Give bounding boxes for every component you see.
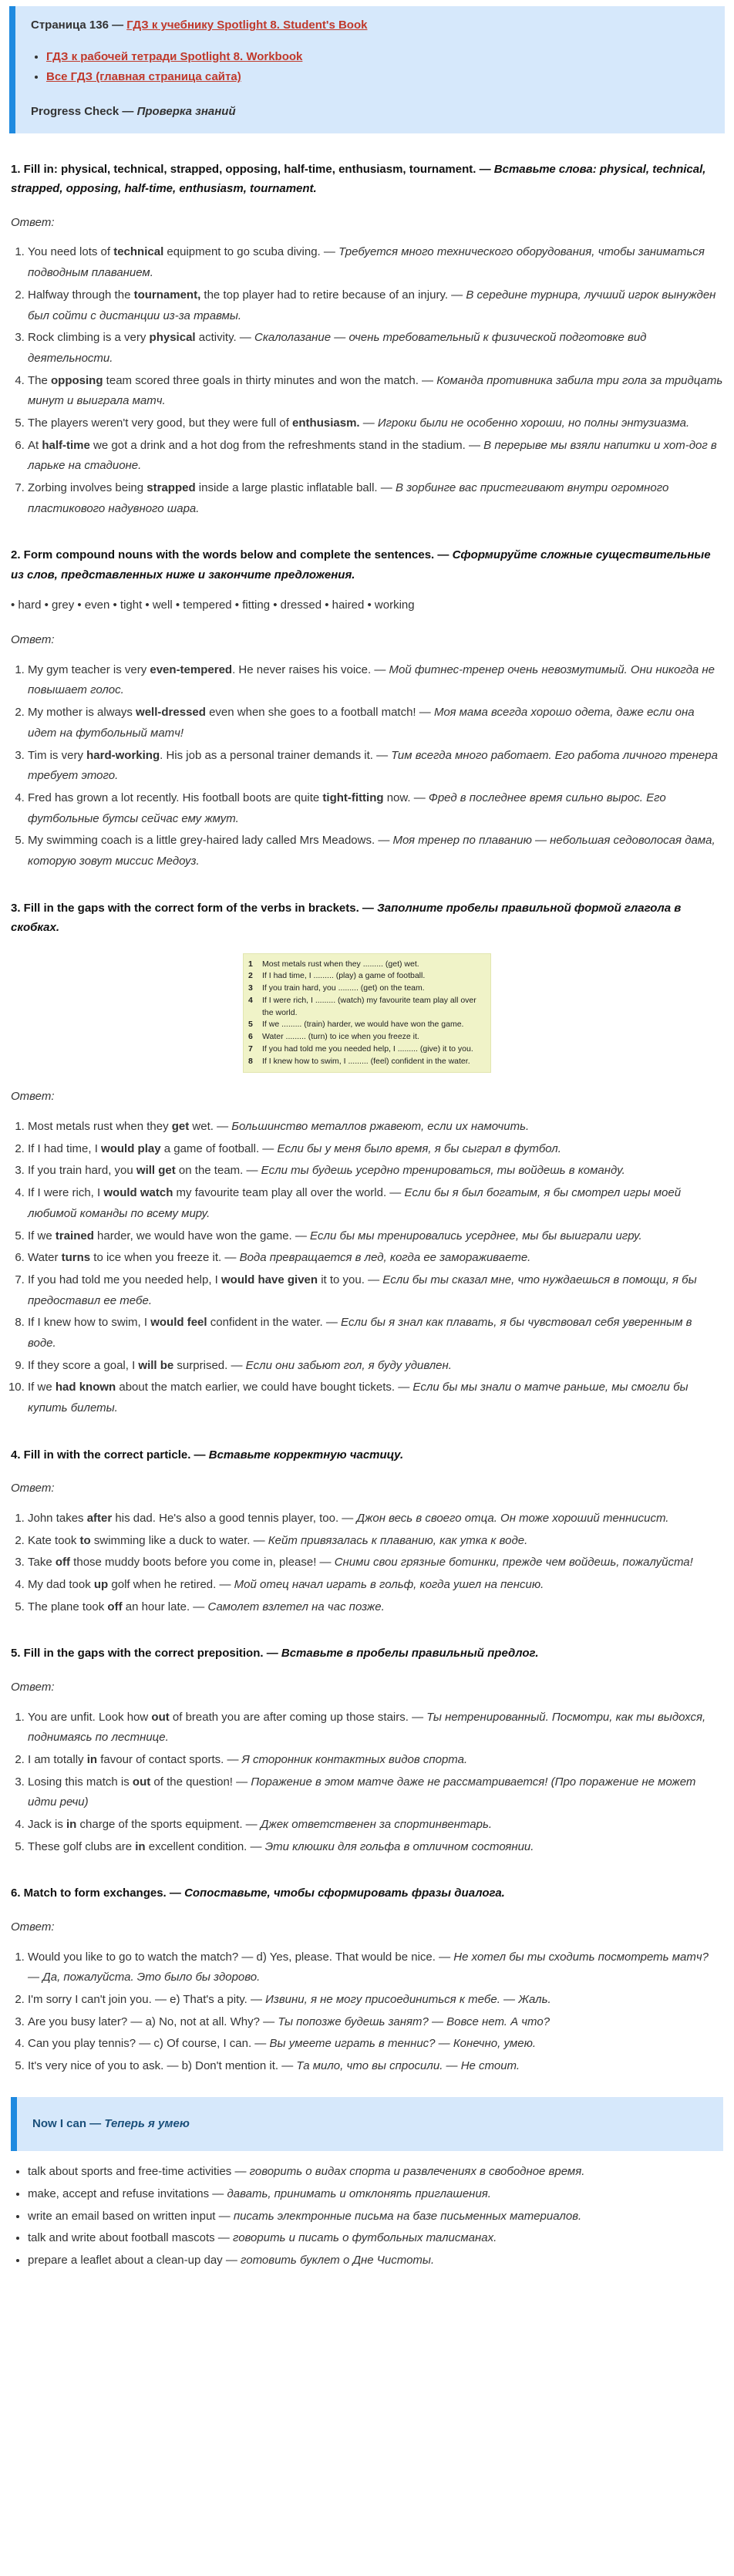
answer-translation: Джон весь в своего отца. Он тоже хороший теннисист.	[356, 1511, 669, 1525]
answer-text: Would you like to go to watch the match? — d) Yes, please. That would be nice. —	[28, 1950, 454, 1964]
exercise-3-title	[11, 899, 723, 938]
answer-text: Losing this match is	[28, 1775, 133, 1789]
title-en: 4. Fill in with the correct particle. —	[11, 1448, 209, 1462]
answer-keyword: get	[171, 1120, 190, 1134]
answer-text: If I knew how to swim, I	[28, 1316, 151, 1330]
list-item	[28, 413, 723, 434]
answer-text: charge of the sports equipment. —	[76, 1817, 261, 1831]
answer-text: of breath you are after coming up those stairs. —	[169, 1710, 427, 1724]
list-item	[28, 1772, 723, 1813]
answer-translation: Вы умеете играть в теннис? — Конечно, умею.	[269, 2037, 537, 2051]
exercise-3-answers	[11, 1117, 723, 1419]
line-text: If you train hard, you ......... (get) on the team.	[262, 983, 425, 993]
title-en: 2. Form compound nouns with the words below and complete the sentences. —	[11, 548, 453, 562]
answer-translation: Моя тренер по плаванию — небольшая седоволосая дама, которую зовут миссис Медоуз.	[28, 834, 715, 868]
answer-translation: В середине турнира, лучший игрок вынужден был сойти с дистанции из-за травмы.	[28, 288, 716, 322]
answer-keyword: trained	[55, 1229, 94, 1242]
answer-text: swimming like a duck to water. —	[90, 1533, 268, 1547]
title-ru: Заполните пробелы правильной формой глагола в скобках.	[11, 901, 682, 935]
answer-text: If you train hard, you	[28, 1164, 136, 1178]
title-ru: Вставьте в пробелы правильный предлог.	[281, 1647, 539, 1661]
skill-en: talk about sports and free-time activities —	[28, 2165, 250, 2179]
answer-translation: Игроки были не особенно хороши, но полны энтузиазма.	[377, 416, 690, 430]
answer-translation: В зорбинге вас пристегивают внутри огромного пластикового надувного шара.	[28, 481, 669, 515]
answer-text: The	[28, 373, 52, 387]
exercise-5-title	[11, 1644, 723, 1664]
answer-label: Ответ:	[11, 1482, 55, 1495]
answer-translation: Я сторонник контактных видов спорта.	[241, 1752, 468, 1766]
answer-keyword: half-time	[42, 438, 90, 452]
answer-text: Take	[28, 1556, 56, 1570]
skill-ru: готовить буклет о Дне Чистоты.	[241, 2254, 435, 2267]
answer-keyword: off	[107, 1600, 123, 1613]
answer-keyword: in	[135, 1839, 146, 1853]
now-i-can-box	[11, 2097, 723, 2152]
workbook-link[interactable]: ГДЗ к рабочей тетради Spotlight 8. Workbook	[46, 49, 303, 63]
answer-text: team scored three goals in thirty minutes and won the match. —	[103, 373, 437, 387]
list-item	[28, 1837, 723, 1858]
answer-translation: Большинство металлов ржавеют, если их намочить.	[231, 1120, 530, 1134]
list-item	[46, 67, 711, 88]
answer-translation: Мой фитнес-тренер очень невозмутимый. Они никогда не повышает голос.	[28, 663, 715, 697]
answer-text: . His job as a personal trainer demands it. —	[160, 748, 392, 762]
word-bank: • hard • grey • even • tight • well • tempered • fitting • dressed • haired • working	[11, 598, 415, 612]
answer-translation: Кейт привязалась к плаванию, как утка к воде.	[268, 1533, 528, 1547]
line-text: If you had told me you needed help, I ......... (give) it to you.	[262, 1044, 473, 1054]
list-item	[28, 1270, 723, 1311]
line-number: 1	[248, 959, 253, 969]
answer-translation: Поражение в этом матче даже не рассматривается! (Про поражение не может идти речи)	[28, 1775, 696, 1809]
skill-en: talk and write about football mascots —	[28, 2231, 233, 2245]
exercise-image-line	[248, 983, 486, 995]
answer-text: favour of contact sports. —	[97, 1752, 242, 1766]
exercise-4-answers	[11, 1509, 723, 1617]
answer-text: wet. —	[189, 1120, 232, 1134]
answer-keyword: will get	[136, 1164, 176, 1178]
line-text: If we ......... (train) harder, we would have won the game.	[262, 1020, 464, 1030]
skill-ru: говорить о видах спорта и развлечениях в свободное время.	[249, 2165, 585, 2179]
list-item	[28, 242, 723, 283]
answer-translation: Если бы я был богатым, я бы смотрел игры моей любимой команды по всему миру.	[28, 1186, 682, 1220]
answer-text: now. —	[383, 791, 429, 804]
answer-text: even when she goes to a football match! —	[205, 706, 434, 720]
exercise-2-title	[11, 545, 723, 585]
exercise-1-title	[11, 160, 723, 199]
list-item	[28, 2056, 723, 2077]
answer-keyword: enthusiasm.	[292, 416, 360, 430]
page-prefix: Страница 136 —	[31, 19, 127, 32]
answer-translation: Ты попозже будешь занят? — Вовсе нет. А что?	[278, 2015, 550, 2028]
answer-translation: Тим всегда много работает. Его работа личного тренера требует этого.	[28, 748, 718, 783]
answer-text: my favourite team play all over the world. —	[173, 1186, 405, 1200]
section-title-en: Progress Check —	[31, 105, 137, 119]
list-item	[28, 1597, 723, 1618]
skill-en: prepare a leaflet about a clean-up day —	[28, 2254, 241, 2267]
title-ru: Вставьте слова: physical, technical, strapped, opposing, half-time, enthusiasm, tournament.	[11, 162, 706, 196]
answer-keyword: to	[79, 1533, 91, 1547]
list-item	[28, 1248, 723, 1269]
skill-en: make, accept and refuse invitations —	[28, 2187, 227, 2200]
title-ru: Сформируйте сложные существительные из слов, представленных ниже и закончите предложения.	[11, 548, 711, 582]
list-item	[28, 1377, 723, 1418]
answer-text: I'm sorry I can't join you. — e) That's a pity. —	[28, 1992, 266, 2006]
exercise-image-line	[248, 959, 486, 971]
list-item	[28, 1947, 723, 1988]
exercise-image-line	[248, 1031, 486, 1044]
answer-text: These golf clubs are	[28, 1839, 136, 1853]
answer-text: about the match earlier, we could have bought tickets. —	[116, 1381, 413, 1394]
answer-keyword: even-tempered	[150, 663, 233, 676]
answer-keyword: hard-working	[86, 748, 160, 762]
line-text: Water ......... (turn) to ice when you freeze it.	[262, 1032, 419, 1042]
title-en: 6. Match to form exchanges. —	[11, 1886, 185, 1900]
answer-text: Rock climbing is a very	[28, 331, 150, 345]
answer-text: equipment to go scuba diving. —	[163, 245, 339, 259]
list-item	[28, 285, 723, 326]
answer-translation: Не хотел бы ты сходить посмотреть матч? — Да, пожалуйста. Это было бы здорово.	[28, 1950, 709, 1984]
line-number: 4	[248, 995, 253, 1005]
skill-ru: говорить и писать о футбольных талисманах.	[232, 2231, 497, 2245]
list-item	[28, 478, 723, 519]
list-item	[28, 2251, 723, 2271]
exercise-image-line	[248, 995, 486, 1020]
answer-translation: Если бы я знал как плавать, я бы чувствовал себя уверенным в воде.	[28, 1316, 692, 1350]
answer-text: we got a drink and a hot dog from the refreshments stand in the stadium. —	[89, 438, 484, 452]
answer-text: Zorbing involves being	[28, 481, 147, 494]
title-en: 3. Fill in the gaps with the correct form of the verbs in brackets. —	[11, 901, 378, 915]
answer-text: If we	[28, 1229, 56, 1242]
answer-label: Ответ:	[11, 633, 55, 647]
page-heading	[31, 15, 711, 36]
answer-keyword: well-dressed	[136, 706, 206, 720]
related-links	[31, 47, 711, 88]
answer-text: My gym teacher is very	[28, 663, 150, 676]
exercise-6-title	[11, 1883, 723, 1903]
title-ru: Вставьте корректную частицу.	[208, 1448, 404, 1462]
answer-keyword: will be	[138, 1358, 174, 1372]
line-text: If I knew how to swim, I ......... (feel) confident in the water.	[262, 1056, 470, 1066]
answer-keyword: would play	[101, 1141, 161, 1155]
list-item	[28, 1575, 723, 1596]
skill-en: write an email based on written input —	[28, 2209, 234, 2223]
answer-translation: Команда противника забила три гола за тридцать минут и выиграла матч.	[28, 373, 723, 408]
list-item	[46, 47, 711, 68]
exercise-2-answers	[11, 660, 723, 872]
answer-keyword: would have given	[221, 1273, 318, 1286]
list-item	[28, 1313, 723, 1354]
student-book-link[interactable]: ГДЗ к учебнику Spotlight 8. Student's Book	[126, 19, 368, 32]
answer-text: Tim is very	[28, 748, 87, 762]
answer-keyword: had known	[55, 1381, 116, 1394]
answer-text: Jack is	[28, 1817, 67, 1831]
answer-keyword: strapped	[146, 481, 196, 494]
answer-text: Fred has grown a lot recently. His football boots are quite	[28, 791, 323, 804]
answer-translation: В перерыве мы взяли напитки и хот-дог в ларьке на стадионе.	[28, 438, 717, 473]
exercise-4-title	[11, 1445, 723, 1465]
list-item	[28, 2184, 723, 2205]
section-title	[31, 102, 711, 123]
answer-keyword: in	[66, 1817, 77, 1831]
answer-text: I am totally	[28, 1752, 87, 1766]
all-gdz-link[interactable]: Все ГДЗ (главная страница сайта)	[46, 70, 241, 84]
answer-text: his dad. He's also a good tennis player, too. —	[112, 1511, 357, 1525]
answer-keyword: in	[86, 1752, 98, 1766]
now-i-can-list	[11, 2162, 723, 2271]
list-item	[28, 1750, 723, 1771]
exercise-1-answers	[11, 242, 723, 519]
answer-translation: Самолет взлетел на час позже.	[207, 1600, 385, 1613]
answer-keyword: after	[86, 1511, 113, 1525]
list-item	[28, 2012, 723, 2033]
line-number: 5	[248, 1020, 253, 1030]
answer-text: You are unfit. Look how	[28, 1710, 152, 1724]
list-item	[28, 788, 723, 829]
list-item	[28, 703, 723, 743]
answer-translation: Та мило, что вы спросили. — Не стоит.	[296, 2058, 520, 2072]
list-item	[28, 1161, 723, 1182]
answer-translation: Сними свои грязные ботинки, прежде чем войдешь, пожалуйста!	[334, 1556, 693, 1570]
answer-text: Are you busy later? — a) No, not at all. Why? —	[28, 2015, 278, 2028]
answer-text: those muddy boots before you come in, please! —	[70, 1556, 335, 1570]
answer-text: It's very nice of you to ask. — b) Don't mention it. —	[28, 2058, 297, 2072]
list-item	[28, 2034, 723, 2055]
answer-text: inside a large plastic inflatable ball. —	[195, 481, 396, 494]
answer-keyword: out	[132, 1775, 151, 1789]
answer-keyword: off	[55, 1556, 71, 1570]
answer-text: of the question! —	[150, 1775, 251, 1789]
line-number: 3	[248, 983, 253, 993]
list-item	[28, 1815, 723, 1836]
answer-translation: Если бы мы тренировались усерднее, мы бы выиграли игру.	[310, 1229, 642, 1242]
list-item	[28, 1531, 723, 1552]
answer-text: Water	[28, 1251, 62, 1265]
list-item	[28, 2207, 723, 2227]
answer-translation: Ты нетренированный. Посмотри, как ты выдохся, поднимаясь по лестнице.	[28, 1710, 706, 1745]
list-item	[28, 1708, 723, 1748]
answer-text: Can you play tennis? — c) Of course, I can. —	[28, 2037, 270, 2051]
list-item	[28, 1183, 723, 1224]
list-item	[28, 328, 723, 369]
answer-keyword: out	[151, 1710, 170, 1724]
answer-text: the top player had to retire because of an injury. —	[200, 288, 466, 302]
line-text: If I were rich, I ......... (watch) my favourite team play all over the world.	[262, 995, 476, 1017]
answer-label: Ответ:	[11, 215, 55, 229]
info-box	[9, 6, 725, 133]
list-item	[28, 1509, 723, 1529]
answer-translation: Если они забьют гол, я буду удивлен.	[245, 1358, 452, 1372]
answer-text: The plane took	[28, 1600, 108, 1613]
answer-text: a game of football. —	[160, 1141, 278, 1155]
answer-text: golf when he retired. —	[108, 1577, 234, 1591]
answer-text: If I were rich, I	[28, 1186, 104, 1200]
exercise-6-answers	[11, 1947, 723, 2077]
answer-label: Ответ:	[11, 1920, 55, 1934]
answer-keyword: technical	[113, 245, 164, 259]
list-item	[28, 436, 723, 477]
line-number: 6	[248, 1032, 253, 1042]
answer-label: Ответ:	[11, 1680, 55, 1694]
answer-text: on the team. —	[175, 1164, 261, 1178]
section-title-ru: Проверка знаний	[136, 105, 236, 119]
answer-translation: Требуется много технического оборудования, чтобы заниматься подводным плаванием.	[28, 245, 705, 280]
answer-translation: Если ты будешь усердно тренироваться, ты войдешь в команду.	[261, 1164, 625, 1178]
title-en: 5. Fill in the gaps with the correct preposition. —	[11, 1647, 281, 1661]
answer-translation: Скалолазание — очень требовательный к физической подготовке вид деятельности.	[28, 331, 647, 365]
answer-keyword: turns	[61, 1251, 91, 1265]
answer-text: My dad took	[28, 1577, 94, 1591]
answer-keyword: physical	[149, 331, 196, 345]
answer-text: My swimming coach is a little grey-haired lady called Mrs Meadows. —	[28, 834, 393, 848]
list-item	[28, 746, 723, 787]
list-item	[28, 660, 723, 701]
list-item	[28, 2228, 723, 2249]
answer-text: John takes	[28, 1511, 87, 1525]
answer-text: surprised. —	[173, 1358, 246, 1372]
answer-translation: Эти клюшки для гольфа в отличном состоянии.	[264, 1839, 534, 1853]
answer-text: If we	[28, 1381, 56, 1394]
list-item	[28, 1226, 723, 1247]
answer-translation: Извини, я не могу присоединиться к тебе. — Жаль.	[265, 1992, 551, 2006]
list-item	[28, 1356, 723, 1377]
answer-text: . He never raises his voice. —	[232, 663, 389, 676]
skill-ru: давать, принимать и отклонять приглашения.	[227, 2187, 491, 2200]
answer-text: Kate took	[28, 1533, 80, 1547]
list-item	[28, 2162, 723, 2183]
answer-text: it to you. —	[318, 1273, 383, 1286]
list-item	[28, 831, 723, 872]
answer-translation: Фред в последнее время сильно вырос. Его футбольные бутсы сейчас ему жмут.	[28, 791, 666, 825]
answer-translation: Если бы мы знали о матче раньше, мы смогли бы купить билеты.	[28, 1381, 689, 1414]
exercise-image-line	[248, 1056, 486, 1068]
answer-text: If they score a goal, I	[28, 1358, 139, 1372]
exercise-5-answers	[11, 1708, 723, 1858]
exercise-image-line	[248, 1019, 486, 1031]
line-number: 2	[248, 971, 253, 981]
line-text: If I had time, I ......... (play) a game of football.	[262, 971, 426, 981]
answer-translation: Мой отец начал играть в гольф, когда ушел на пенсию.	[234, 1577, 544, 1591]
answer-text: to ice when you freeze it. —	[90, 1251, 240, 1265]
now-i-can-ru: Теперь я умею	[104, 2116, 190, 2130]
answer-text: harder, we would have won the game. —	[93, 1229, 311, 1242]
answer-translation: Моя мама всегда хорошо одета, даже если она идет на футбольный матч!	[28, 706, 695, 740]
title-en: 1. Fill in: physical, technical, strapped, opposing, half-time, enthusiasm, tournament. —	[11, 162, 494, 176]
answer-text: If you had told me you needed help, I	[28, 1273, 222, 1286]
answer-translation: Если бы ты сказал мне, что нуждаешься в помощи, я бы предоставил ее тебе.	[28, 1273, 697, 1307]
exercise-image-line	[248, 970, 486, 983]
answer-text: The players weren't very good, but they were full of	[28, 416, 293, 430]
exercise-image-line	[248, 1044, 486, 1056]
answer-text: activity. —	[195, 331, 254, 345]
list-item	[28, 371, 723, 412]
now-i-can-en: Now I can —	[32, 2116, 105, 2130]
answer-translation: Джек ответственен за спортинвентарь.	[260, 1817, 493, 1831]
exercise-3-image	[243, 953, 491, 1074]
answer-keyword: tight-fitting	[322, 791, 384, 804]
answer-text: Halfway through the	[28, 288, 134, 302]
answer-keyword: would feel	[150, 1316, 207, 1330]
answer-text: an hour late. —	[122, 1600, 208, 1613]
title-ru: Сопоставьте, чтобы сформировать фразы диалога.	[184, 1886, 505, 1900]
answer-text: excellent condition. —	[145, 1839, 265, 1853]
list-item	[28, 1553, 723, 1573]
answer-text: —	[359, 416, 378, 430]
answer-translation: Если бы у меня было время, я бы сыграл в футбол.	[277, 1141, 561, 1155]
answer-keyword: opposing	[51, 373, 103, 387]
answer-text: If I had time, I	[28, 1141, 102, 1155]
answer-translation: Вода превращается в лед, когда ее замораживаете.	[239, 1251, 531, 1265]
line-number: 7	[248, 1044, 253, 1054]
answer-text: Most metals rust when they	[28, 1120, 172, 1134]
answer-text: You need lots of	[28, 245, 114, 259]
answer-keyword: would watch	[103, 1186, 173, 1200]
answer-keyword: tournament,	[133, 288, 201, 302]
answer-text: confident in the water. —	[207, 1316, 341, 1330]
answer-text: At	[28, 438, 42, 452]
answer-text: My mother is always	[28, 706, 136, 720]
main-content	[0, 160, 734, 2271]
list-item	[28, 1139, 723, 1160]
skill-ru: писать электронные письма на базе письменных материалов.	[233, 2209, 582, 2223]
list-item	[28, 1990, 723, 2011]
answer-label: Ответ:	[11, 1090, 55, 1104]
list-item	[28, 1117, 723, 1138]
line-text: Most metals rust when they ......... (get) wet.	[262, 959, 419, 969]
line-number: 8	[248, 1056, 253, 1066]
answer-keyword: up	[93, 1577, 109, 1591]
